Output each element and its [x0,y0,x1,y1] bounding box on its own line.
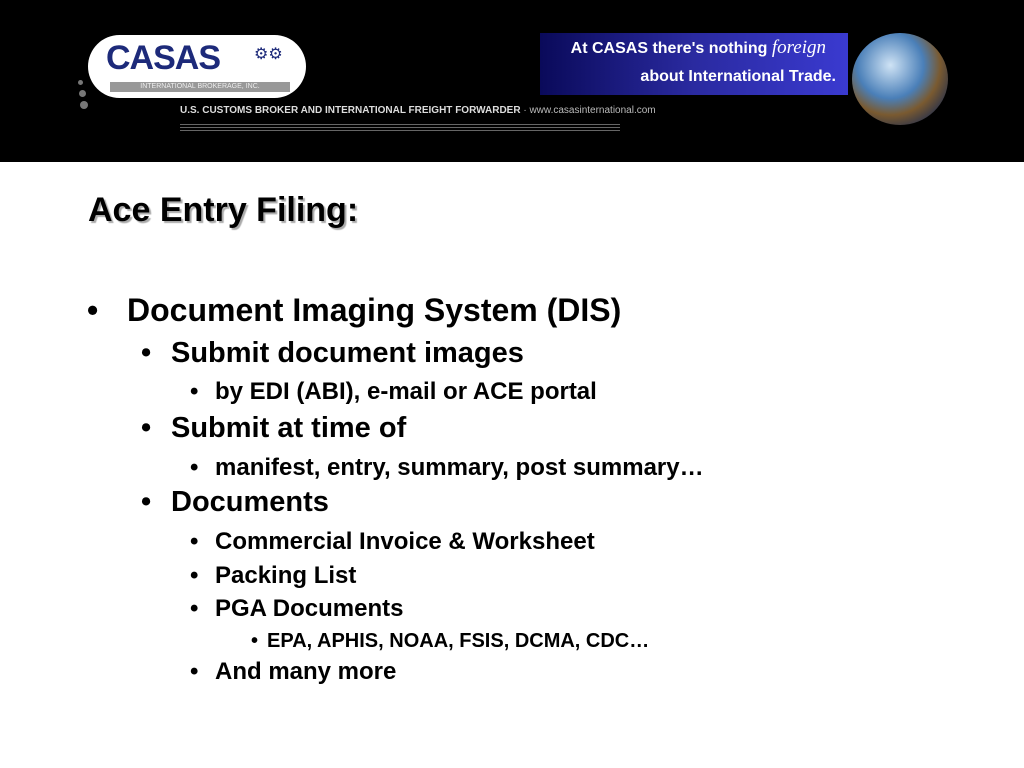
bullet-icon: • [190,595,199,622]
bullet-text: Documents [171,486,329,518]
bullet-item-level-2 [141,412,407,444]
bullet-item-level-3 [190,658,397,685]
bullet-icon: • [190,562,199,589]
bullet-icon: • [141,412,152,444]
header-banner [0,0,1024,162]
bullet-icon: • [190,658,199,685]
gears-icon: ⚙⚙ [254,46,283,63]
decorative-lines [180,122,620,132]
bullet-text: Packing List [215,562,357,589]
bullet-text: Submit document images [171,337,524,369]
bullet-item-level-3 [190,528,595,555]
bullet-icon: • [190,378,199,405]
bullet-icon: • [141,337,152,369]
bullet-text: Document Imaging System (DIS) [127,292,622,328]
bullet-icon: • [87,292,99,328]
bullet-text: And many more [215,658,397,685]
slogan-box: At CASAS there's nothing foreign about International Trade. [540,33,848,95]
bullet-text: manifest, entry, summary, post summary… [215,454,704,481]
bullet-icon: • [251,630,259,652]
globe-icon [852,33,948,125]
bullet-text: Submit at time of [171,412,407,444]
banner-tagline: U.S. CUSTOMS BROKER AND INTERNATIONAL FREIGHT FORWARDER · www.casasinternational.com [180,105,656,116]
bullet-icon: • [190,528,199,555]
bullet-item-level-3 [190,378,597,405]
bullet-item-level-3 [190,562,357,589]
bullet-item-level-2 [141,337,524,369]
website-url: · www.casasinternational.com [523,105,656,116]
bullet-item-level-3 [190,595,404,622]
bullet-item-level-1 [87,292,622,328]
bullet-icon: • [141,486,152,518]
bullet-item-level-3 [190,454,704,481]
bullet-item-level-2 [141,486,329,518]
bullet-item-level-4 [251,630,650,652]
bullet-text: PGA Documents [215,595,404,622]
bullet-text: Commercial Invoice & Worksheet [215,528,595,555]
slide-title: Ace Entry Filing: [88,191,359,229]
bullet-text: by EDI (ABI), e-mail or ACE portal [215,378,597,405]
casas-logo[interactable]: CASAS ⚙⚙ INTERNATIONAL BROKERAGE, INC. [88,35,306,98]
bullet-text: EPA, APHIS, NOAA, FSIS, DCMA, CDC… [267,630,650,652]
bullet-icon: • [190,454,199,481]
